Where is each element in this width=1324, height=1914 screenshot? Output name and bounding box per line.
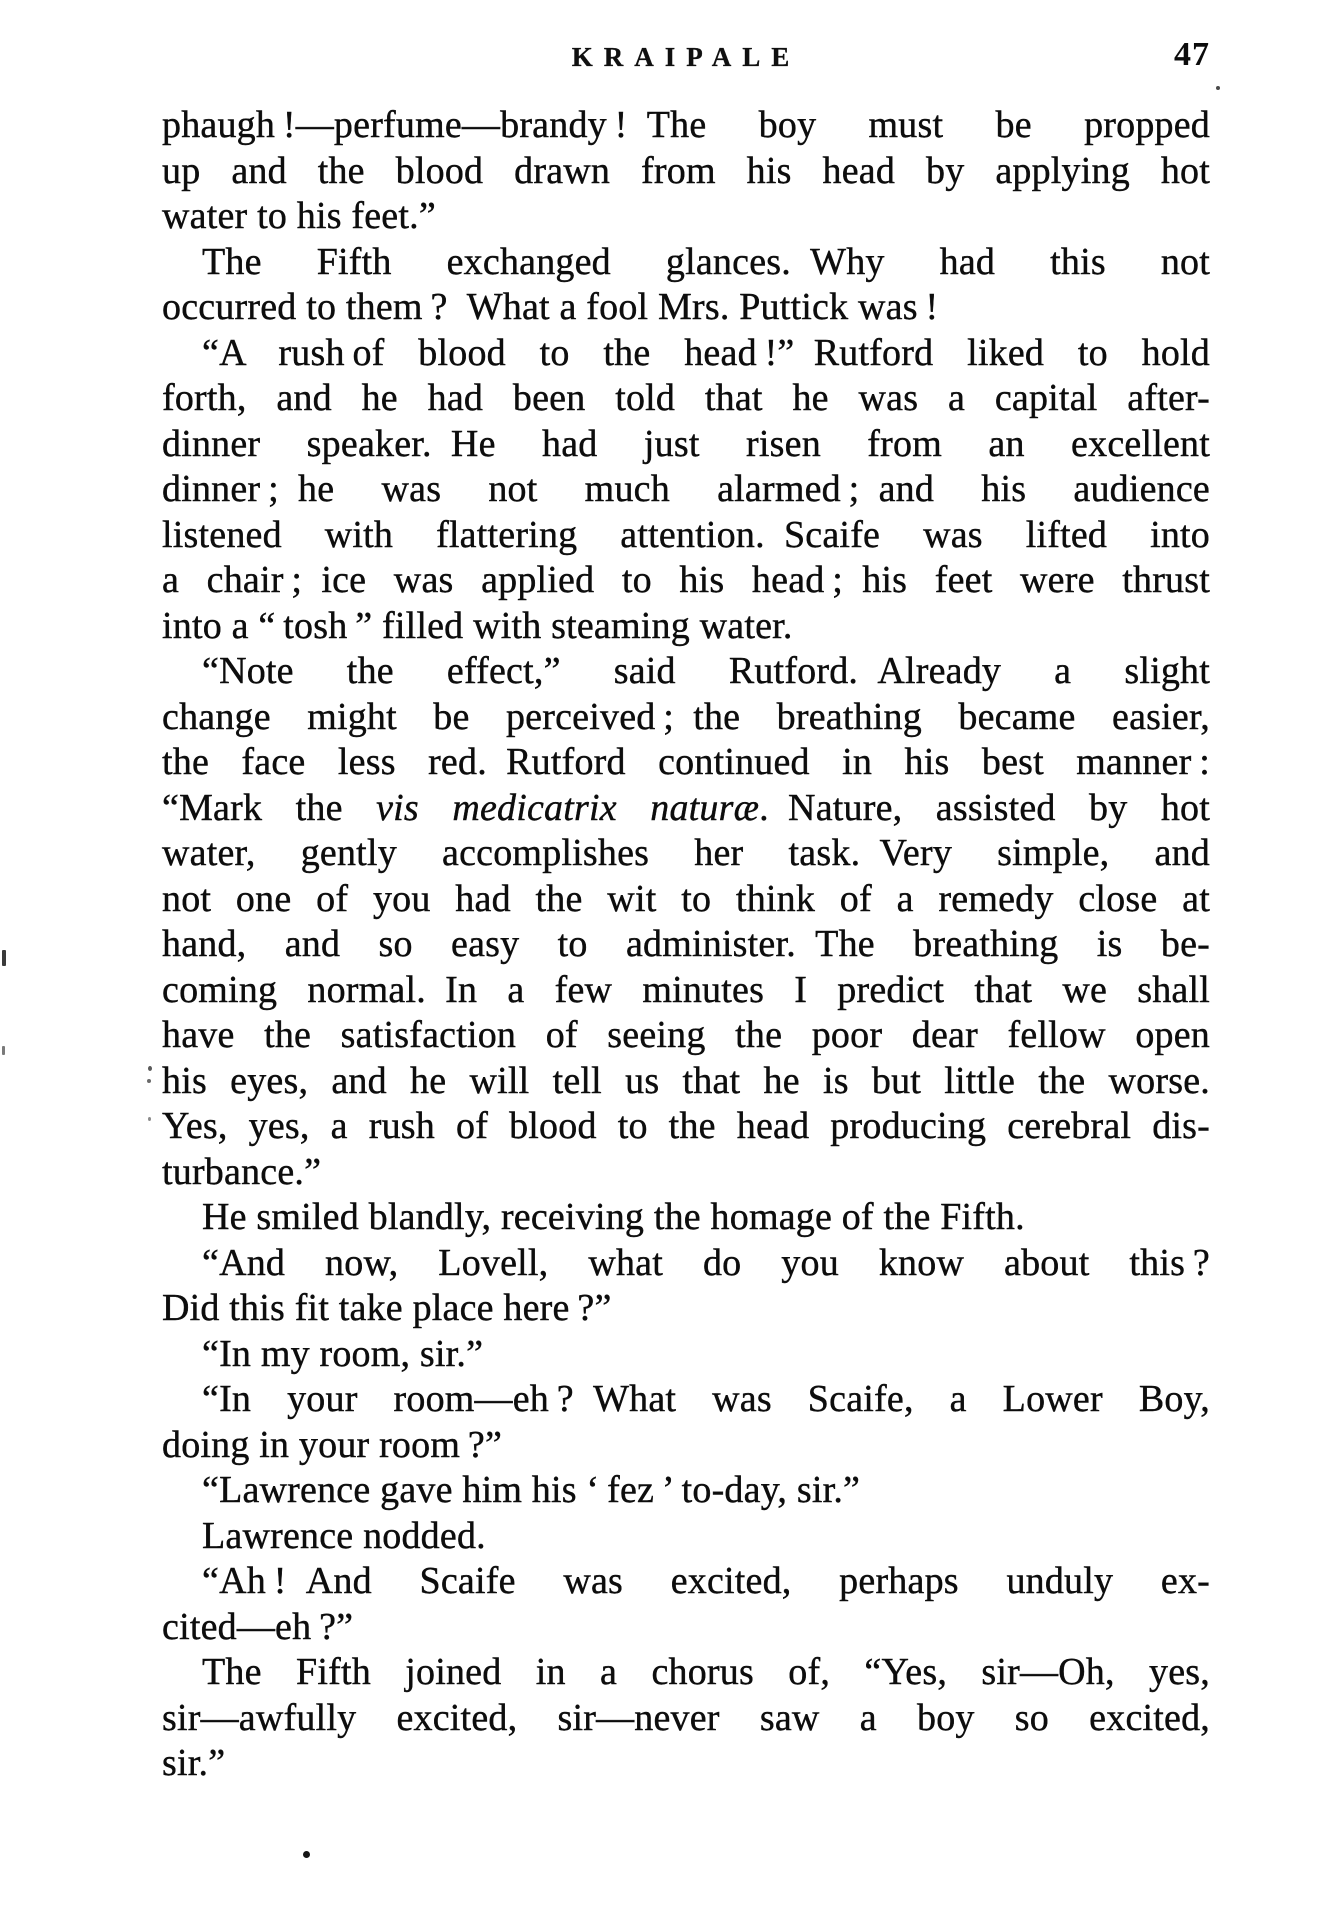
text-line [162, 604, 1210, 650]
text-segment: coming normal. In a few minutes I predict that we shall [162, 968, 1210, 1011]
text-segment: water to his feet.” [162, 195, 436, 237]
text-line [162, 1150, 1210, 1196]
text-line [162, 513, 1210, 559]
text-line [162, 740, 1210, 786]
text-line [162, 1059, 1210, 1105]
text-line [162, 1195, 1210, 1241]
text-line [162, 558, 1210, 604]
text-line [162, 1696, 1210, 1742]
text-segment: dinner speaker. He had just risen from an excellent [162, 422, 1210, 465]
text-segment: “In your room—eh ? What was Scaife, a Lower Boy, [202, 1378, 1210, 1420]
text-line [162, 1605, 1210, 1651]
text-line [162, 1741, 1210, 1787]
running-header [162, 36, 1210, 86]
text-segment: The Fifth exchanged glances. Why had this not [202, 240, 1210, 283]
ink-speck [1216, 86, 1220, 90]
text-line [162, 922, 1210, 968]
text-line [162, 1377, 1210, 1423]
text-line [162, 149, 1210, 195]
text-segment: the face less red. Rutford continued in his best manner : [162, 741, 1210, 783]
text-segment: his eyes, and he will tell us that he is but little the worse. [162, 1059, 1210, 1102]
text-segment: dinner ; he was not much alarmed ; and his audience [162, 468, 1210, 510]
text-line [162, 1423, 1210, 1469]
text-line [162, 968, 1210, 1014]
text-segment: a chair ; ice was applied to his head ; his feet were thrust [162, 559, 1210, 601]
text-line [162, 103, 1210, 149]
text-segment: He smiled blandly, receiving the homage of the Fifth. [202, 1196, 1025, 1238]
scan-edge-mark [2, 950, 6, 966]
text-line [162, 1514, 1210, 1560]
text-segment: sir—awfully excited, sir—never saw a boy so excited, [162, 1696, 1210, 1739]
text-segment: “In my room, sir.” [202, 1332, 484, 1375]
text-segment: into a “ tosh ” filled with steaming water. [162, 604, 793, 647]
text-block [162, 103, 1210, 1787]
text-line [162, 285, 1210, 331]
text-line [162, 1241, 1210, 1287]
text-line [162, 422, 1210, 468]
text-line [162, 695, 1210, 741]
text-segment: hand, and so easy to administer. The breathing is be- [162, 923, 1210, 965]
text-segment: sir.” [162, 1742, 226, 1784]
text-segment: listened with flattering attention. Scaife was lifted into [162, 513, 1210, 556]
text-line [162, 1559, 1210, 1605]
text-segment: water, gently accomplishes her task. Very simple, and [162, 832, 1210, 874]
text-segment: The Fifth joined in a chorus of, “Yes, sir—Oh, yes, [202, 1651, 1210, 1693]
text-segment: Did this fit take place here ?” [162, 1287, 612, 1329]
ink-speck [147, 1079, 151, 1083]
text-segment: forth, and he had been told that he was a capital after- [162, 377, 1210, 419]
text-line [162, 831, 1210, 877]
text-segment: phaugh !—perfume—brandy ! The boy must be propped [162, 104, 1210, 146]
text-segment: “A rush of blood to the head !” Rutford liked to hold [202, 331, 1210, 374]
text-line [162, 1104, 1210, 1150]
text-segment: up and the blood drawn from his head by applying hot [162, 149, 1210, 192]
text-line [162, 1332, 1210, 1378]
text-segment: “Mark the [162, 786, 377, 829]
ink-speck [148, 1066, 152, 1071]
text-segment: doing in your room ?” [162, 1423, 503, 1466]
text-line [162, 1468, 1210, 1514]
text-line [162, 1013, 1210, 1059]
text-line [162, 649, 1210, 695]
text-line [162, 240, 1210, 286]
ink-speck [148, 1117, 151, 1121]
italic-text-segment: vis medicatrix naturæ [376, 786, 760, 829]
chapter-title: KRAIPALE [571, 42, 801, 72]
text-line [162, 331, 1210, 377]
text-line [162, 467, 1210, 513]
text-line [162, 1286, 1210, 1332]
text-segment: turbance.” [162, 1150, 322, 1193]
page-number: 47 [1174, 36, 1210, 73]
text-segment: Yes, yes, a rush of blood to the head producing cerebral dis- [162, 1105, 1210, 1147]
text-segment: occurred to them ? What a fool Mrs. Puttick was ! [162, 286, 939, 328]
text-line [162, 1650, 1210, 1696]
text-segment: . Nature, assisted by hot [759, 786, 1211, 829]
text-segment: Lawrence nodded. [202, 1514, 486, 1557]
text-line [162, 786, 1210, 832]
scan-edge-mark [2, 1046, 5, 1055]
ink-speck [303, 1851, 310, 1858]
text-segment: “Ah ! And Scaife was excited, perhaps unduly ex- [202, 1560, 1210, 1602]
text-segment: “And now, Lovell, what do you know about this ? [202, 1241, 1210, 1284]
text-segment: “Lawrence gave him his ‘ fez ’ to-day, sir.” [202, 1469, 861, 1511]
text-line [162, 376, 1210, 422]
text-segment: change might be perceived ; the breathing became easier, [162, 695, 1210, 738]
text-segment: cited—eh ?” [162, 1605, 354, 1648]
text-line [162, 194, 1210, 240]
text-segment: have the satisfaction of seeing the poor dear fellow open [162, 1014, 1210, 1056]
text-segment: “Note the effect,” said Rutford. Already a slight [202, 650, 1210, 692]
text-segment: not one of you had the wit to think of a remedy close at [162, 877, 1210, 920]
text-line [162, 877, 1210, 923]
